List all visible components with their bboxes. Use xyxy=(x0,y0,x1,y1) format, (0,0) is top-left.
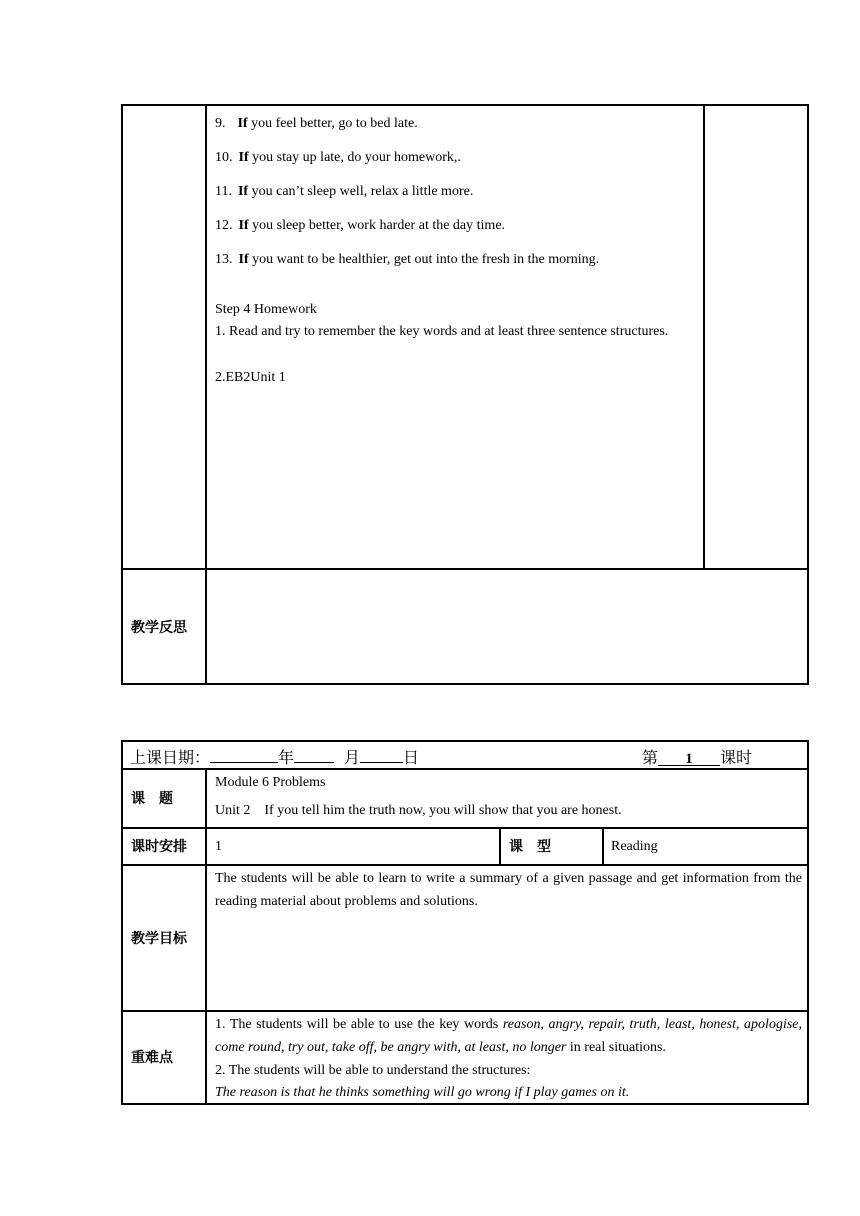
step-title: Step 4 Homework xyxy=(215,302,317,317)
list-item-11: 11. If you can’t sleep well, relax a little more. xyxy=(215,184,474,199)
topic-unit: Unit 2 If you tell him the truth now, you will show that you are honest. xyxy=(215,803,622,818)
table2-divider-type-left xyxy=(499,827,501,866)
table2-row-line-3 xyxy=(121,864,809,866)
table1-divider-left xyxy=(205,104,207,685)
table1-divider-right xyxy=(703,104,705,570)
list-item-10: 10. If you stay up late, do your homework,. xyxy=(215,150,461,165)
table2-row-line-1 xyxy=(121,768,809,770)
list-item-9: 9. If you feel better, go to bed late. xyxy=(215,116,418,131)
table2-divider-left xyxy=(205,768,207,1105)
goals-label: 教学目标 xyxy=(131,931,187,947)
lesson-number-header: 第 1 课时 xyxy=(642,748,753,767)
type-label: 课 型 xyxy=(509,839,551,855)
list-item-12: 12. If you sleep better, work harder at the day time. xyxy=(215,218,506,233)
schedule-label: 课时安排 xyxy=(131,839,187,855)
topic-module: Module 6 Problems xyxy=(215,775,326,790)
topic-label: 课 题 xyxy=(131,791,173,807)
key-points-label: 重难点 xyxy=(131,1050,173,1066)
goals-text: The students will be able to learn to write a summary of a given passage and get information from the reading material about problems and solutions. xyxy=(215,871,802,909)
table2-divider-type-right xyxy=(602,827,604,866)
key-point-1: 1. The students will be able to use the key words reason, angry, repair, truth, least, honest, apologise, come round, try out, take off, be angry with, at least, no longer in real situations. xyxy=(215,1017,802,1055)
homework-item-2: 2.EB2Unit 1 xyxy=(215,370,286,385)
table2-row-line-2 xyxy=(121,827,809,829)
schedule-value: 1 xyxy=(215,839,222,854)
date-header: 上课日期： 年 月 日 xyxy=(130,748,420,767)
homework-item-1: 1. Read and try to remember the key words and at least three sentence structures. xyxy=(215,324,669,339)
reflection-label: 教学反思 xyxy=(131,620,187,636)
table1-divider-row xyxy=(121,568,809,570)
key-point-2: 2. The students will be able to understand the structures: xyxy=(215,1063,531,1078)
key-point-3: The reason is that he thinks something will go wrong if I play games on it. xyxy=(215,1085,630,1100)
type-value: Reading xyxy=(611,839,658,854)
table2-row-line-4 xyxy=(121,1010,809,1012)
list-item-13: 13. If you want to be healthier, get out into the fresh in the morning. xyxy=(215,252,600,267)
